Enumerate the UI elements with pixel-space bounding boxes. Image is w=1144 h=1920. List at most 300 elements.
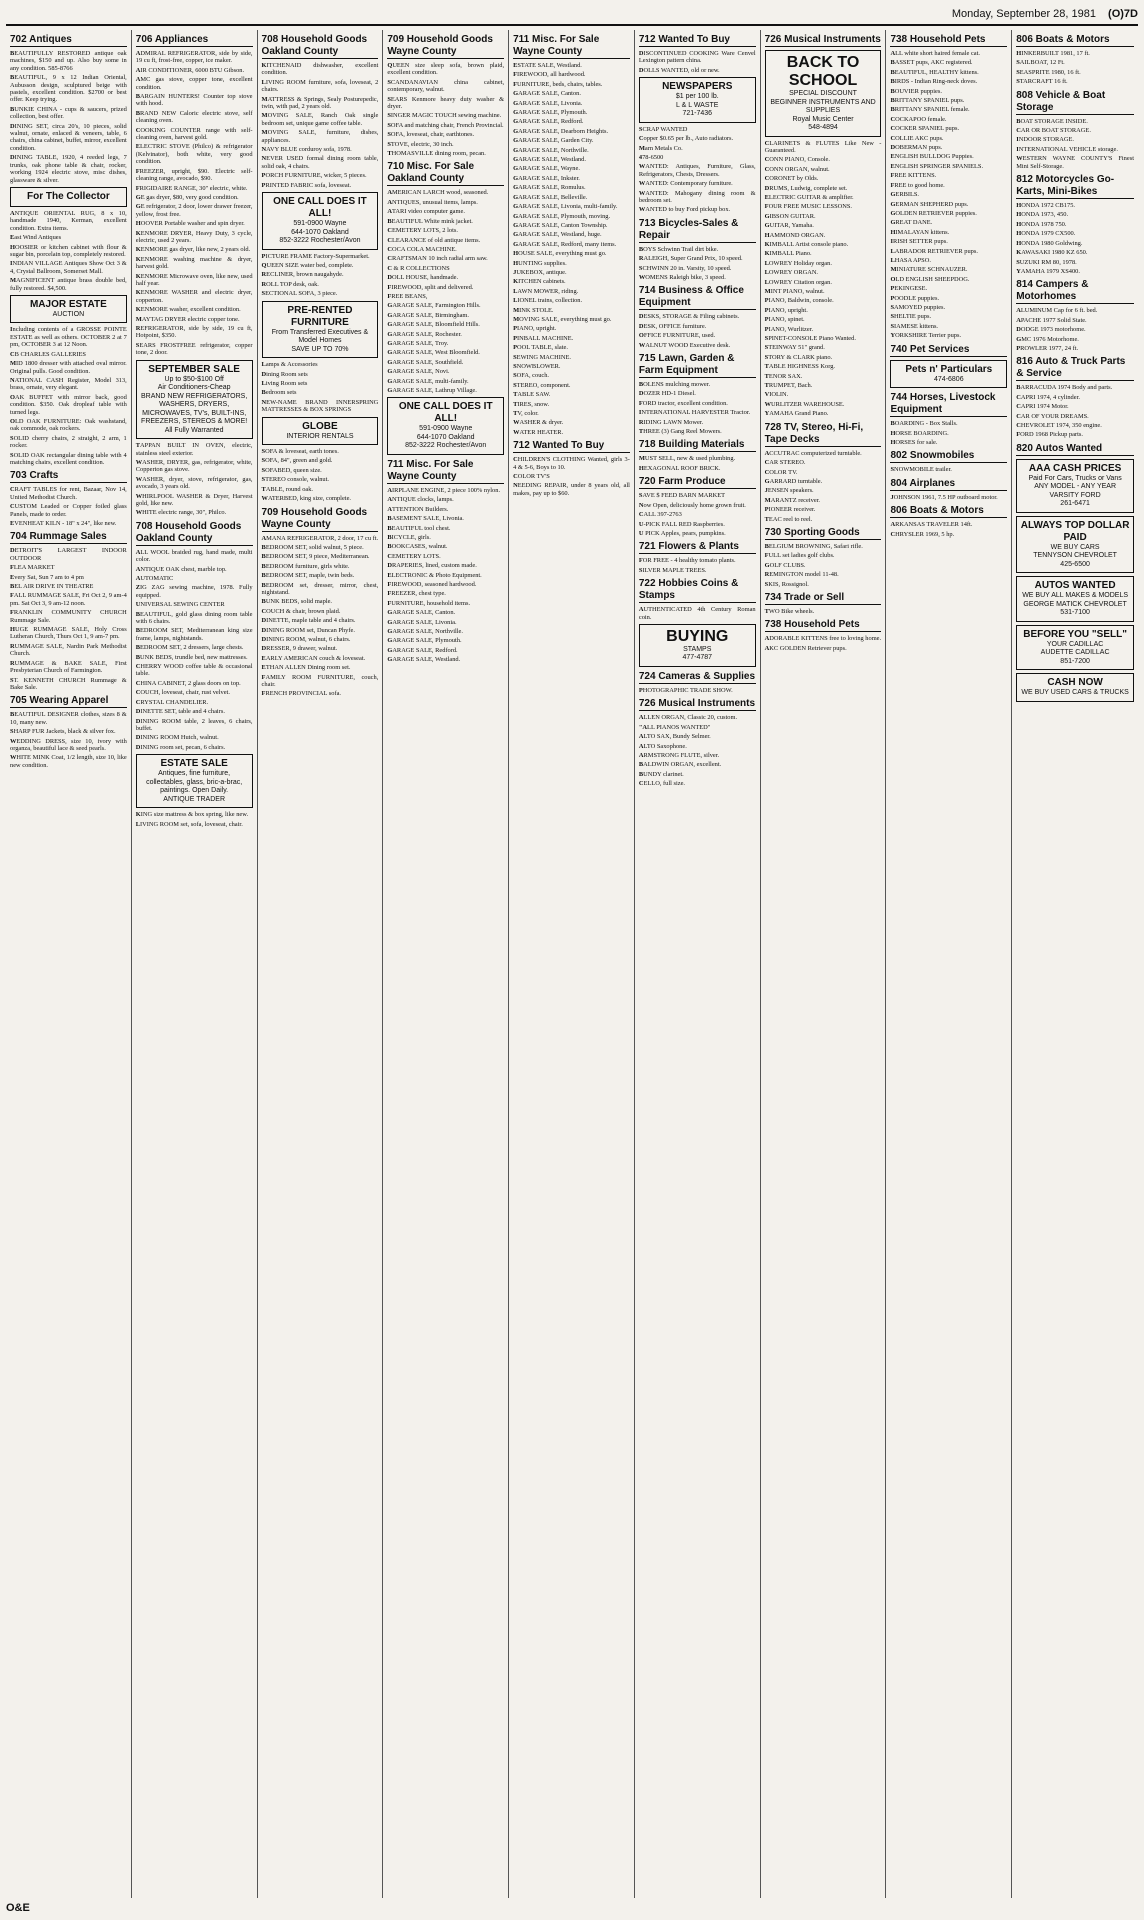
classified-ad: AMC gas stove, copper tone, excellent condition. [135, 76, 253, 91]
section-header: 808 Vehicle & Boat Storage [1016, 90, 1134, 115]
classified-ad: ADMIRAL REFRIGERATOR, side by side, 19 cu ft, frost-free, copper, ice maker. [135, 50, 253, 65]
classified-ad: FALL RUMMAGE SALE, Fri Oct 2, 9 am-4 pm. Sat Oct 3, 9 am-12 noon. [10, 592, 127, 607]
classified-ad: DOBERMAN pups. [890, 144, 943, 152]
issue-date: Monday, September 28, 1981 [951, 8, 1096, 20]
classified-ad: PIANO, upright. [513, 325, 557, 333]
classified-ad: PICTURE FRAME Factory-Supermarket. [261, 252, 370, 260]
classified-ad: GARAGE SALE, Plymouth. [513, 109, 588, 117]
display-ad-line: SPECIAL DISCOUNT [789, 90, 857, 97]
classified-ad: KAWASAKI 1980 KZ 650. [1016, 249, 1088, 257]
classified-ad: GARAGE SALE, Garden City. [513, 137, 594, 145]
classified-ad: BEAUTIFUL White mink jacket. [387, 217, 473, 225]
classified-ad: NEEDING REPAIR, under 8 years old, all makes, pay up to $60. [513, 482, 630, 497]
classified-ad: ETHAN ALLEN Dining room set. [261, 664, 351, 672]
classified-ad: GIBSON GUITAR. [764, 212, 816, 220]
display-ad-line: ANTIQUE TRADER [163, 795, 225, 803]
classified-ad: Lamps & Accessories [261, 361, 318, 369]
classified-ad: NEW-NAME BRAND INNERSPRING MATTRESSES & BOX SPRINGS [261, 398, 379, 414]
display-ad-box [262, 192, 379, 250]
classified-ad: WATERBED, king size, complete. [261, 495, 351, 503]
display-ad-line: SEPTEMBER SALE [148, 363, 240, 375]
classified-ad: DESK, OFFICE furniture. [638, 322, 707, 330]
classified-ad: FIREWOOD, all hardwood. [513, 71, 586, 79]
classified-ad: GARAGE SALE, Canton. [387, 609, 456, 617]
classified-ad: GARAGE SALE, Inkster. [513, 174, 580, 182]
classified-ad: FOUR FREE MUSIC LESSONS. [764, 203, 853, 211]
section-header: 721 Flowers & Plants [639, 541, 756, 554]
classified-ad: GARAGE SALE, Birmingham. [387, 311, 469, 319]
classified-ad: AUTHENTICATED 4th Century Roman coin. [638, 606, 756, 621]
classified-ad: COUCH & chair, brown plaid. [261, 607, 341, 615]
display-ad-line: AAA CASH PRICES [1028, 462, 1122, 474]
classified-ad: ELECTRIC GUITAR & amplifier. [764, 193, 854, 201]
classified-ad: Living Room sets [261, 379, 308, 387]
classified-ad: FREE to good home. [890, 181, 945, 189]
classified-ad: BEDROOM SET, solid walnut, 5 piece. [261, 543, 364, 551]
classified-ad: OAK BUFFET with mirror back, good condition. $350. Oak dropleaf table with turned legs. [10, 393, 127, 416]
classified-ad: CORONET by Olds. [764, 175, 819, 183]
classified-ad: SILVER MAPLE TREES. [638, 566, 707, 574]
classified-ad: GMC 1976 Motorhome. [1016, 335, 1079, 343]
classified-ad: GARAGE SALE, West Bloomfield. [387, 349, 480, 357]
classified-ad: U-PICK FALL RED Raspberries. [638, 520, 725, 528]
classified-ad: KING size mattress & box spring, like new. [135, 811, 249, 819]
classified-ad: DETROIT'S LARGEST INDOOR OUTDOOR [10, 547, 127, 562]
display-ad-line: ONE CALL DOES IT ALL! [273, 196, 367, 220]
classified-ad: LIVING ROOM furniture, sofa, loveseat, 2 chairs. [261, 78, 379, 94]
classified-ad: GARAGE SALE, Redford. [513, 118, 584, 126]
classified-ad: COOKING COUNTER range with self-cleaning oven, harvest gold. [135, 126, 253, 142]
classified-ad: BEAUTIFUL DESIGNER clothes, sizes 8 & 10, many new. [10, 711, 127, 726]
classified-ad: "ALL PIANOS WANTED" [638, 723, 711, 731]
classified-ad: LABRADOR RETRIEVER pups. [890, 247, 978, 255]
classified-ad: ALUMINUM Cap for 6 ft. bed. [1016, 307, 1098, 315]
classified-ad: GARAGE SALE, Livonia. [387, 618, 457, 626]
classified-ad: COLOR TV'S [513, 473, 550, 481]
classified-ad: GARRARD turntable. [764, 477, 823, 485]
classified-ad: GERMAN SHEPHERD pups. [890, 200, 969, 208]
classified-ad: BRITTANY SPANIEL female. [890, 106, 970, 114]
column [383, 30, 509, 1898]
display-ad-line: 721-7436 [682, 110, 713, 118]
classified-ad: KITCHENAID dishwasher, excellent condition. [261, 62, 379, 77]
classified-ad: BARGAIN HUNTERS! Counter top stove with hood. [135, 93, 253, 108]
classified-ad: KIMBALL Artist console piano. [764, 240, 849, 248]
column [132, 30, 258, 1898]
classified-ad: THREE (3) Gang Reel Mowers. [638, 428, 722, 436]
classified-ad: GARAGE SALE, Northville. [387, 628, 463, 635]
classified-ad: KITCHEN cabinets. [513, 278, 566, 286]
classified-ad: GARAGE SALE, multi-family. [387, 377, 469, 385]
classified-ad: LOWREY Holiday organ. [764, 259, 832, 267]
classified-ad: DRAPERIES, lined, custom made. [387, 562, 477, 570]
classified-ad: THOMASVILLE dining room, pecan. [387, 150, 486, 158]
classified-ad: AKC GOLDEN Retriever pups. [764, 644, 847, 652]
classified-ad: JOHNSON 1961, 7.5 HP outboard motor. [890, 493, 998, 501]
display-ad-box [1016, 576, 1134, 622]
classified-ad: TV, color. [513, 410, 539, 418]
classified-ad: NEVER USED formal dining room table, solid oak, 4 chairs. [261, 155, 379, 170]
classified-ad: MAGNIFICENT antique brass double bed, fully restored. $4,500. [10, 277, 127, 292]
classified-ad: BELGIUM BROWNING, Safari rifle. [764, 542, 863, 550]
classified-ad: LOWREY Citation organ. [764, 278, 832, 286]
classified-ad: DESKS, STORAGE & Filing cabinets. [638, 313, 740, 321]
classified-ad: SAILBOAT, 12 Ft. [1016, 59, 1065, 67]
display-ad-box [10, 295, 127, 324]
display-ad-line: ESTATE SALE [160, 758, 228, 770]
section-header: 814 Campers & Motorhomes [1016, 279, 1134, 304]
classified-ad: GARAGE SALE, Rochester. [387, 330, 462, 338]
column [258, 30, 384, 1898]
classified-ad: INDOOR STORAGE. [1016, 136, 1074, 144]
section-header: 709 Household Goods Wayne County [387, 34, 504, 59]
classified-ad: WHITE electric range, 30", Philco. [135, 509, 227, 517]
section-header: 812 Motorcycles Go-Karts, Mini-Bikes [1016, 174, 1134, 199]
classified-ad: INTERNATIONAL VEHICLE storage. [1016, 145, 1118, 153]
column [1012, 30, 1138, 1898]
classified-ad: CUSTOM Leaded or Copper foiled glass Panels, made to order. [10, 503, 127, 518]
section-header: 711 Misc. For Sale Wayne County [387, 459, 504, 484]
classified-ad: REFRIGERATOR, side by side, 19 cu ft, Hotpoint, $350. [135, 325, 253, 340]
classified-ad: CLEARANCE of old antique items. [387, 236, 481, 244]
classified-ad: WHITE MINK Coat, 1/2 length, size 10, like new condition. [10, 754, 127, 769]
display-ad-box [10, 187, 127, 207]
classified-ad: FREEZER, upright, $90. Electric self-cleaning range, avocado, $90. [135, 167, 253, 183]
classified-ad: CALL 397-2763 [638, 511, 682, 519]
classified-ad: DINING ROOM, walnut, 6 chairs. [261, 635, 351, 643]
classified-ad: SKIS, Rossignol. [764, 580, 809, 588]
classified-ad: BEDROOM SET, maple, twin beds. [261, 572, 355, 580]
classified-ad: ARKANSAS TRAVELER 14ft. [890, 521, 973, 529]
classified-ad: BASEMENT SALE, Livonia. [387, 515, 464, 523]
classified-ad: KIMBALL Piano. [764, 250, 812, 258]
classified-ad: Now Open, deliciously home grown fruit. [638, 501, 746, 509]
classified-ad: STOVE, electric, 30 inch. [387, 140, 454, 148]
classified-ad: TABLE SAW. [513, 391, 551, 399]
classified-ad: SNOWMOBILE trailer. [890, 466, 952, 474]
classified-ad: BEDROOM SET, 2 dressers, large chests. [135, 644, 244, 652]
section-header: 708 Household Goods Oakland County [262, 34, 379, 59]
classified-ad: COLLIE AKC pups. [890, 134, 944, 142]
display-ad-line: 851-7200 [1060, 657, 1090, 665]
classified-ad: CRYSTAL CHANDELIER. [135, 698, 209, 706]
classified-ad: MARANTZ receiver. [764, 496, 821, 504]
classified-ad: WATER HEATER. [513, 428, 564, 436]
classified-ad: CEMETERY LOTS. [387, 552, 441, 560]
section-header: 712 Wanted To Buy [513, 440, 630, 453]
classified-ad: ACCUTRAC computerized turntable. [764, 449, 862, 457]
classified-ad: STARCRAFT 16 ft. [1016, 78, 1068, 86]
classified-ad: ALL white short haired female cat. [890, 50, 980, 57]
display-ad-line: Paid For Cars, Trucks or Vans [1028, 474, 1122, 482]
classified-ad: GARAGE SALE, Westland, huge. [513, 231, 602, 239]
classified-ad: FURNITURE, beds, chairs, tables. [513, 80, 603, 88]
page-code: (O)7D [1108, 8, 1138, 20]
classified-ad: HEXAGONAL ROOF BRICK. [638, 464, 721, 472]
classified-ad: DOLLS WANTED, old or new. [638, 66, 720, 74]
display-ad-line: Royal Music Center [792, 115, 854, 123]
column [509, 30, 635, 1898]
classified-ad: FURNITURE, household items. [387, 599, 471, 607]
classified-ad: DRESSER, 9 drawer, walnut. [261, 645, 338, 653]
classified-ad: FULL set ladies golf clubs. [764, 552, 835, 560]
classified-ad: MOVING SALE, everything must go. [513, 315, 612, 323]
section-header: 718 Building Materials [639, 439, 756, 452]
classified-ad: HOOVER Portable washer and spin dryer. [135, 220, 245, 228]
display-ad-line: 474-6806 [934, 375, 964, 383]
classified-ad: PRINTED FABRIC sofa, loveseat. [261, 181, 352, 189]
classified-ad: APACHE 1977 Solid State. [1016, 316, 1087, 324]
classified-ad: GARAGE SALE, Lathrup Village. [387, 387, 477, 394]
classified-ad: HOOSIER or kitchen cabinet with flour & sugar bin, porcelain top, completely restored. [10, 243, 127, 258]
classified-ad: AMERICAN LARCH wood, seasoned. [387, 189, 489, 197]
classified-ad: GREAT DANE. [890, 219, 933, 227]
classified-ad: LIONEL trains, collection. [513, 297, 583, 305]
classified-ad: FRIGIDAIRE RANGE, 30" electric, white. [135, 184, 248, 192]
classified-ad: SCHWINN 20 in. Varsity, 10 speed. [638, 264, 732, 272]
classified-ad: AIR CONDITIONER, 6000 BTU Gibson. [135, 66, 245, 74]
display-ad-line: WE BUY ALL MAKES & MODELS [1022, 592, 1129, 600]
display-ad-line: 591-0900 Wayne [419, 425, 473, 433]
classified-ad: COLOR TV. [764, 468, 798, 476]
section-header: 702 Antiques [10, 34, 127, 47]
classified-ad: Marn Metals Co. [638, 144, 683, 152]
classified-ad: GE refrigerator, 2 door, lower drawer freezer, yellow, frost free. [135, 203, 253, 218]
classified-ad: MOVING SALE, furniture, dishes, appliances. [261, 129, 379, 144]
classified-ad: SOLID cherry chairs, 2 straight, 2 arm, 1 rocker. [10, 434, 127, 450]
section-header: 726 Musical Instruments [764, 34, 881, 45]
display-ad-line: 852-3222 Rochester/Avon [279, 237, 361, 245]
classified-ad: PORCH FURNITURE, wicker, 5 pieces. [261, 172, 367, 180]
display-ad-line: ALWAYS TOP DOLLAR PAID [1020, 519, 1130, 543]
section-header: 806 Boats & Motors [1016, 34, 1134, 47]
classified-ad: SNOWBLOWER. [513, 363, 561, 370]
classified-ad: MAYTAG DRYER electric copper tone. [135, 315, 240, 323]
footer-mark: O&E [6, 1902, 30, 1914]
classified-ad: Copper $0.65 per lb., Auto radiators. [638, 135, 734, 143]
classified-ad: SPINET-CONSOLE Piano Wanted. [764, 335, 856, 343]
classified-ad: DOLL HOUSE, handmade. [387, 274, 459, 282]
section-header: 705 Wearing Apparel [10, 695, 127, 708]
classified-ad: HUNTING supplies. [513, 259, 567, 267]
classified-ad: TABLE HIGHNESS Korg. [764, 363, 836, 371]
classified-ad: MINT PIANO, walnut. [764, 288, 825, 295]
column [761, 30, 887, 1898]
column [6, 30, 132, 1898]
classified-ad: LOWREY ORGAN. [764, 269, 819, 277]
classified-ad: NAVY BLUE corduroy sofa, 1978. [261, 146, 352, 154]
classified-ad: KENMORE washing machine & dryer, harvest gold. [135, 255, 253, 271]
classified-ad: DISCONTINUED COOKING Ware Cenvel Lexington pattern china. [638, 50, 756, 65]
classified-ad: FAMILY ROOM FURNITURE, couch, chair. [261, 673, 379, 688]
classified-ad: C & R COLLECTIONS [387, 264, 450, 272]
classified-ad: CLARINETS & FLUTES Like New - Guaranteed. [764, 139, 882, 154]
classified-ad: HONDA 1973, 450. [1016, 211, 1069, 219]
display-ad-line: From Transferred Executives & Model Homes [271, 328, 369, 345]
display-ad-line: L & L WASTE [676, 101, 719, 109]
classified-ad: POOL TABLE, slate. [513, 344, 568, 352]
classified-ad: BIRDS - Indian Ring-neck doves. [890, 78, 978, 86]
classified-ad: SOFA, loveseat, chair, earthtones. [387, 131, 475, 139]
classified-ad: FIREWOOD, seasoned hardwood. [387, 580, 477, 588]
classified-ad: FREE BEANS, [387, 292, 428, 300]
classified-ad: ANTIQUES, unusual items, lamps. [387, 198, 478, 206]
classified-ad: MATTRESS & Springs, Sealy Posturepedic, twin, with pad, 2 years old. [261, 95, 379, 111]
classified-ad: SCANDANAVIAN china cabinet, contemporary, walnut. [387, 78, 505, 94]
classified-ad: WANTED to buy Ford pickup box. [638, 206, 731, 214]
display-ad-line: VARSITY FORD [1049, 491, 1101, 499]
display-ad-box [765, 50, 882, 137]
classified-ad: TRUMPET, Bach. [764, 382, 813, 390]
classified-ad: YORKSHIRE Terrier pups. [890, 332, 962, 340]
classified-ad: COCKAPOO female. [890, 115, 947, 123]
classified-ad: ADORABLE KITTENS free to loving home. [764, 635, 882, 643]
classified-ad: BEDROOM SET, Mediterranean king size frame, lamps, nightstands. [135, 627, 253, 642]
classified-ad: EVENHEAT KILN - 18" x 24", like new. [10, 520, 117, 527]
classified-ad: ELECTRONIC & Photo Equipment. [387, 571, 482, 579]
classified-ad: CAR OF YOUR DREAMS. [1016, 412, 1089, 420]
classified-ad: ROLL TOP desk, oak. [261, 280, 319, 288]
section-header: 738 Household Pets [890, 34, 1007, 47]
section-header: 713 Bicycles-Sales & Repair [639, 218, 756, 243]
classified-ad: BEAUTIFULLY RESTORED antique oak machines, $150 and up. Also buy some in any condition. 585-8766 [10, 50, 127, 72]
classified-ad: TWO Bike wheels. [764, 607, 815, 615]
classified-ad: GERBILS. [890, 191, 920, 199]
display-ad-line: ANY MODEL - ANY YEAR [1034, 483, 1117, 491]
classified-ad: CONN PIANO, Console. [764, 156, 830, 164]
classified-ad: BEAUTIFUL tool chest. [387, 524, 451, 532]
classified-ad: WASHER & dryer. [513, 419, 564, 427]
classified-ad: GOLDEN RETRIEVER puppies. [890, 209, 977, 217]
classified-ad: YAMAHA Grand Piano. [764, 410, 829, 418]
classified-ad: DINING ROOM Hutch, walnut. [135, 734, 219, 742]
classified-ad: BOLENS mulching mower. [638, 381, 711, 389]
classified-ad: CEMETERY LOTS, 2 lots. [387, 227, 458, 235]
classified-ad: STORY & CLARK piano. [764, 353, 833, 361]
classified-ad: GARAGE SALE, Wayne. [513, 165, 580, 173]
classified-ad: PINBALL MACHINE. [513, 334, 574, 342]
classified-ad: HONDA 1972 CB175. [1016, 202, 1075, 210]
classified-ad: FORD 1968 Pickup parts. [1016, 431, 1083, 439]
classified-ad: HUGE RUMMAGE SALE, Holy Cross Lutheran Church, Thurs Oct 1, 9 am-7 pm. [10, 626, 127, 641]
classified-ad: CHILDREN'S CLOTHING Wanted, girls 3-4 & 5-6, Boys to 10. [513, 456, 630, 471]
classified-ad: SCRAP WANTED [638, 125, 688, 133]
section-header: 711 Misc. For Sale Wayne County [513, 34, 630, 59]
classified-ad: JUKEBOX, antique. [513, 268, 567, 276]
classified-ad: KENMORE washer, excellent condition. [135, 306, 241, 314]
classified-ad: PIONEER receiver. [764, 506, 816, 514]
display-ad-box [262, 417, 379, 446]
classified-ad: ATARI video computer game. [387, 208, 465, 216]
classified-ad: CAR STEREO. [764, 459, 806, 467]
display-ad-line: 261-6471 [1060, 500, 1090, 508]
classified-ad: SHARP FUR Jackets, black & silver fox. [10, 728, 116, 736]
classified-ad: GUITAR, Yamaha. [764, 222, 814, 230]
section-header: 804 Airplanes [890, 478, 1007, 491]
classified-ad: RALEIGH, Super Grand Prix, 10 speed. [638, 255, 743, 263]
classified-ad: TAPPAN BUILT IN OVEN, electric, stainless steel exterior. [135, 442, 253, 457]
classified-ad: ARMSTRONG FLUTE, silver. [638, 751, 720, 759]
display-ad-box [1016, 625, 1134, 671]
display-ad-line: PRE-RENTED FURNITURE [287, 304, 353, 328]
classified-ad: BEDROOM set, dresser, mirror, chest, nightstand. [261, 581, 379, 596]
classified-ad: GARAGE SALE, Canton Township. [513, 221, 608, 229]
classified-ad: BOARDING - Box Stalls. [890, 420, 958, 428]
classified-ad: SAVE $ FEED BARN MARKET [638, 492, 726, 500]
classified-ad: BUNKIE CHINA - cups & saucers, prized collection, best offer. [10, 105, 127, 121]
classified-ad: PIANO, upright. [764, 306, 808, 314]
section-header: 820 Autos Wanted [1016, 443, 1134, 456]
classified-ad: GARAGE SALE, Novi. [387, 368, 450, 376]
classified-ad: IRISH SETTER pups. [890, 238, 948, 246]
display-ad-box [262, 301, 379, 359]
classified-ad: WEDDING DRESS, size 10, ivory with organza, beautiful lace & seed pearls. [10, 737, 127, 752]
classified-ad: ST. KENNETH CHURCH Rummage & Bake Sale. [10, 676, 127, 691]
display-ad-line: WE BUY CARS [1050, 543, 1100, 551]
classified-ad: WESTERN WAYNE COUNTY'S Finest Mini Self-Storage. [1016, 155, 1134, 170]
classified-ad: KENMORE WASHER and electric dryer, copperton. [135, 289, 253, 304]
classified-ad: FORD tractor, excellent condition. [638, 399, 728, 407]
display-ad-line: Antiques, fine furniture, collectables, glass, bric-a-brac, paintings. Open Daily. [146, 770, 243, 795]
display-ad-box [639, 77, 756, 123]
section-header: 720 Farm Produce [639, 476, 756, 489]
classified-ad: DINING ROOM set, Duncan Phyfe. [261, 626, 355, 634]
section-header: 738 Household Pets [765, 619, 882, 632]
classified-ad: BOOKCASES, walnut. [387, 543, 448, 551]
classified-ad: CRAFTSMAN 10 inch radial arm saw. [387, 255, 488, 263]
display-ad-line: AUDETTE CADILLAC [1040, 649, 1110, 657]
display-ad-line: 548-4894 [808, 124, 838, 131]
classified-ad: SIAMESE kittens. [890, 322, 939, 330]
display-ad-line: Up to $50-$100 Off [164, 375, 224, 383]
classified-ad: GARAGE SALE, Dearborn Heights. [513, 127, 609, 135]
display-ad-line: INTERIOR RENTALS [286, 432, 354, 440]
classified-ad: ATTENTION Builders. [387, 505, 449, 513]
classified-ad: PEKINGESE. [890, 285, 928, 293]
classified-ad: PIANO, spinet. [764, 316, 805, 324]
classified-ad: HIMALAYAN kittens. [890, 228, 950, 236]
classified-ad: VIOLIN. [764, 391, 789, 399]
section-header: 734 Trade or Sell [765, 592, 882, 605]
classified-ad: HOUSE SALE, everything must go. [513, 250, 607, 258]
classified-ad: INTERNATIONAL HARVESTER Tractor. [638, 409, 751, 417]
classified-ad: ENGLISH BULLDOG Puppies. [890, 153, 974, 161]
classified-ad: 478-6500 [638, 153, 664, 161]
classified-ad: SUZUKI RM 80, 1978. [1016, 258, 1077, 266]
classified-ad: SOFA, 84", green and gold. [261, 457, 333, 465]
classified-ad: Bedroom sets [261, 389, 297, 397]
display-ad-line: BACK TO SCHOOL [786, 54, 860, 89]
display-ad-box [1016, 673, 1134, 702]
classified-ad: OLD OAK FURNITURE: Oak washstand, oak commode, oak rockers. [10, 417, 127, 433]
classified-ad: ESTATE SALE, Westland. [513, 62, 582, 69]
section-header: 740 Pet Services [890, 344, 1007, 357]
classified-ad: CAPRI 1974 Motor. [1016, 403, 1069, 411]
classified-ad: SECTIONAL SOFA, 3 piece. [261, 290, 338, 298]
classified-ad: BRAND NEW Caloric electric stove, self cleaning oven. [135, 109, 253, 125]
classified-ad: HONDA 1980 Goldwing. [1016, 239, 1083, 247]
display-ad-line: GEORGE MATICK CHEVROLET [1023, 600, 1127, 608]
classified-ad: AUTOMATIC [135, 575, 174, 582]
classified-ad: TEAC reel to reel. [764, 515, 813, 523]
display-ad-line: 852-3222 Rochester/Avon [405, 442, 487, 450]
classified-ad: BOUVIER puppies. [890, 87, 942, 95]
classified-ad: EARLY AMERICAN couch & loveseat. [261, 654, 366, 662]
classified-ad: U PICK Apples, pears, pumpkins. [638, 529, 726, 537]
classified-ad: GARAGE SALE, Belleville. [513, 193, 588, 201]
classified-ad: FRANKLIN COMMUNITY CHURCH Rummage Sale. [10, 609, 127, 624]
classified-ad: CAR OR BOAT STORAGE. [1016, 127, 1091, 135]
